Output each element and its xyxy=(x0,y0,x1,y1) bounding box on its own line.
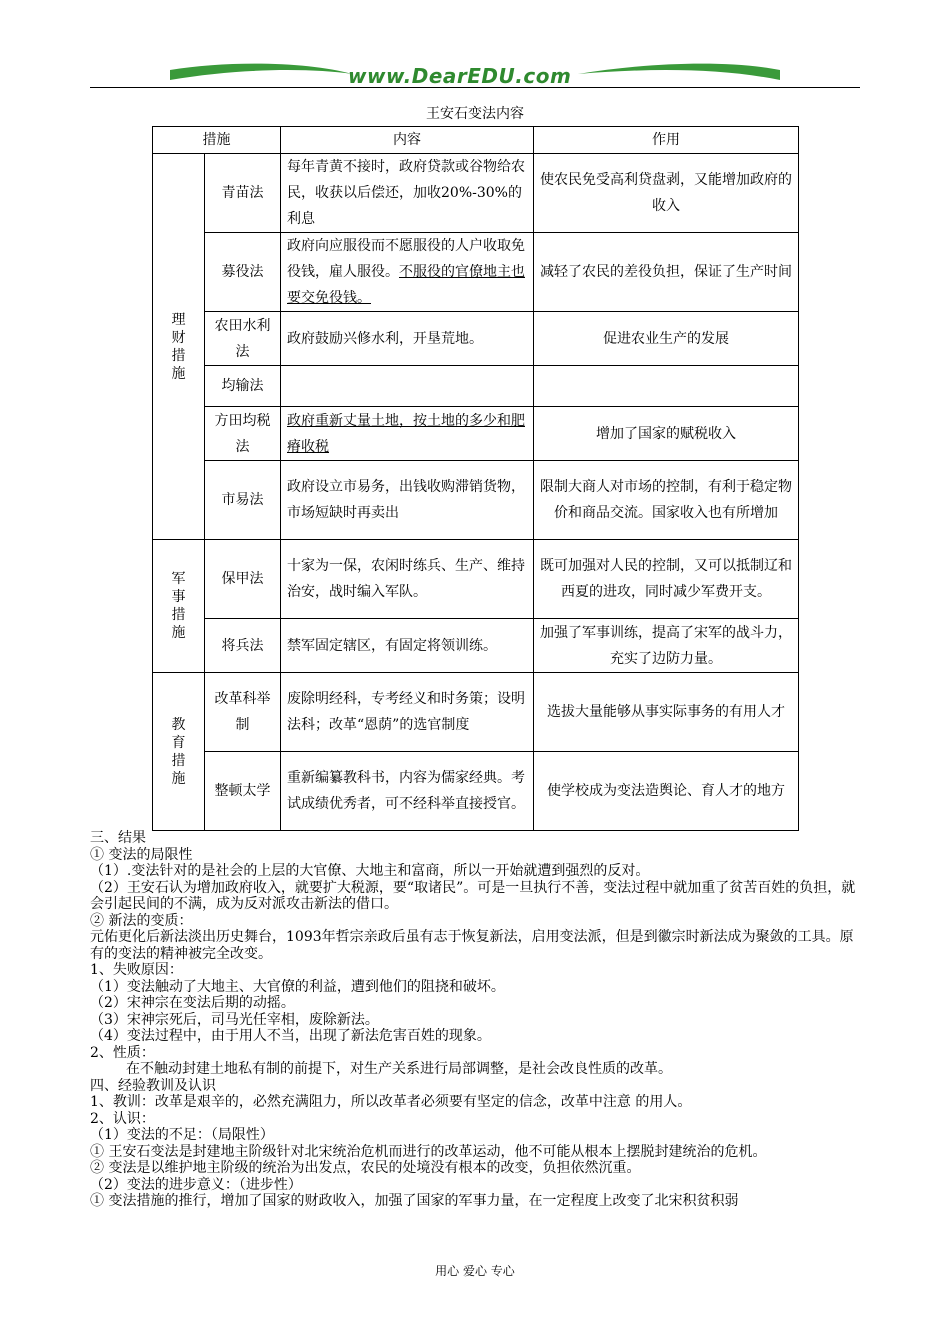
paragraph: 元佑更化后新法淡出历史舞台，1093年哲宗亲政后虽有志于恢复新法，启用变法派，但是到徽宗时新法成为聚敛的工具。原有的变法的精神被完全改变。 xyxy=(90,929,854,962)
measure-content: 十家为一保，农闲时练兵、生产、维持治安，战时编入军队。 xyxy=(281,540,534,619)
measure-name: 青苗法 xyxy=(205,154,281,233)
category-education: 教育措施 xyxy=(153,673,205,831)
measure-effect: 限制大商人对市场的控制，有利于稳定物价和商品交流。国家收入也有所增加 xyxy=(534,461,799,540)
page-header xyxy=(90,58,860,90)
measure-content: 政府设立市易务，出钱收购滞销货物，市场短缺时再卖出 xyxy=(281,461,534,540)
table-row xyxy=(153,752,799,831)
reform-table xyxy=(152,126,799,831)
header-rule xyxy=(90,87,860,88)
measure-content: 重新编纂教科书，内容为儒家经典。考试成绩优秀者，可不经科举直接授官。 xyxy=(281,752,534,831)
measure-name: 改革科举制 xyxy=(205,673,281,752)
underlined-text: 不服役的官僚地主也要交免役钱。 xyxy=(287,264,525,306)
table-row xyxy=(153,673,799,752)
measure-content: 每年青黄不接时，政府贷款或谷物给农民，收获以后偿还，加收20%-30%的利息 xyxy=(281,154,534,233)
header-measure: 措施 xyxy=(153,127,281,154)
measure-effect: 使学校成为变法造舆论、育人才的地方 xyxy=(534,752,799,831)
measure-effect: 加强了军事训练，提高了宋军的战斗力，充实了边防力量。 xyxy=(534,619,799,673)
measure-name: 均输法 xyxy=(205,366,281,407)
table-header-row xyxy=(153,127,799,154)
measure-name: 市易法 xyxy=(205,461,281,540)
paragraph: （1）变法触动了大地主、大官僚的利益，遭到他们的阻挠和破坏。 xyxy=(90,978,505,995)
paragraph: （2）变法的进步意义：（进步性） xyxy=(90,1176,302,1193)
subheading: 2、性质： xyxy=(90,1044,155,1061)
subheading: ① 变法的局限性 xyxy=(90,846,193,863)
paragraph: 在不触动封建土地私有制的前提下，对生产关系进行局部调整，是社会改良性质的改革。 xyxy=(126,1061,672,1077)
subheading: 2、认识： xyxy=(90,1110,155,1127)
paragraph: ① 王安石变法是封建地主阶级针对北宋统治危机而进行的改革运动，他不可能从根本上摆脱封建统治的危机。 xyxy=(90,1143,767,1160)
measure-effect: 使农民免受高利贷盘剥，又能增加政府的收入 xyxy=(534,154,799,233)
paragraph: （4）变法过程中，由于用人不当，出现了新法危害百姓的现象。 xyxy=(90,1028,491,1044)
paragraph: 1、教训：改革是艰辛的，必然充满阻力，所以改革者必须要有坚定的信念，改革中注意 的用人。 xyxy=(90,1094,692,1110)
measure-effect xyxy=(534,366,799,407)
table-row xyxy=(153,366,799,407)
page-footer: 用心 爱心 专心 xyxy=(435,1264,515,1278)
category-military: 军事措施 xyxy=(153,540,205,673)
subheading: 1、失败原因： xyxy=(90,962,183,978)
results-section xyxy=(90,830,865,1210)
table-row xyxy=(153,407,799,461)
measure-name: 农田水利法 xyxy=(205,312,281,366)
table-title: 王安石变法内容 xyxy=(426,106,524,122)
paragraph: ② 变法是以维护地主阶级的统治为出发点，农民的处境没有根本的改变，负担依然沉重。 xyxy=(90,1160,641,1176)
measure-effect: 增加了国家的赋税收入 xyxy=(534,407,799,461)
table-row xyxy=(153,312,799,366)
paragraph: ① 变法措施的推行，增加了国家的财政收入，加强了国家的军事力量，在一定程度上改变了北宋积贫积弱 xyxy=(90,1193,739,1209)
measure-content: 废除明经科，专考经义和时务策；设明法科；改革“恩荫”的选官制度 xyxy=(281,673,534,752)
measure-content xyxy=(281,407,534,461)
paragraph: （2）王安石认为增加政府收入，就要扩大税源，要“取诸民”。可是一旦执行不善，变法过程中就加重了贫苦百姓的负担，就会引起民间的不满，成为反对派攻击新法的借口。 xyxy=(90,879,856,912)
section-heading: 四、经验教训及认识 xyxy=(90,1077,216,1094)
measure-content: 政府鼓励兴修水利，开垦荒地。 xyxy=(281,312,534,366)
table-row xyxy=(153,461,799,540)
measure-effect: 减轻了农民的差役负担，保证了生产时间 xyxy=(534,233,799,312)
header-effect: 作用 xyxy=(534,127,799,154)
underlined-text: 政府重新丈量土地，按土地的多少和肥瘠收税 xyxy=(287,412,525,455)
measure-effect: 既可加强对人民的控制，又可以抵制辽和西夏的进攻，同时减少军费开支。 xyxy=(534,540,799,619)
site-logo-text[interactable]: www.DearEDU.com xyxy=(348,64,572,88)
table-row xyxy=(153,154,799,233)
measure-name: 将兵法 xyxy=(205,619,281,673)
measure-effect: 促进农业生产的发展 xyxy=(534,312,799,366)
measure-content: 禁军固定辖区，有固定将领训练。 xyxy=(281,619,534,673)
paragraph: （1）变法的不足：（局限性） xyxy=(90,1127,274,1143)
measure-name: 方田均税法 xyxy=(205,407,281,461)
measure-name: 保甲法 xyxy=(205,540,281,619)
measure-content: 政府向应服役而不愿服役的人户收取免役钱，雇人服役。不服役的官僚地主也要交免役钱。 xyxy=(281,233,534,312)
subheading: ② 新法的变质： xyxy=(90,912,193,929)
header-content: 内容 xyxy=(281,127,534,154)
category-finance: 理财措施 xyxy=(153,154,205,540)
paragraph: （2）宋神宗在变法后期的动摇。 xyxy=(90,995,295,1011)
section-heading: 三、结果 xyxy=(90,830,146,846)
table-row xyxy=(153,540,799,619)
paragraph: （3）宋神宗死后，司马光任宰相，废除新法。 xyxy=(90,1011,379,1028)
measure-effect: 选拔大量能够从事实际事务的有用人才 xyxy=(534,673,799,752)
paragraph: （1）.变法针对的是社会的上层的大官僚、大地主和富商，所以一开始就遭到强烈的反对。 xyxy=(90,863,650,879)
table-row xyxy=(153,233,799,312)
measure-name: 募役法 xyxy=(205,233,281,312)
measure-name: 整顿太学 xyxy=(205,752,281,831)
measure-content xyxy=(281,366,534,407)
table-row xyxy=(153,619,799,673)
